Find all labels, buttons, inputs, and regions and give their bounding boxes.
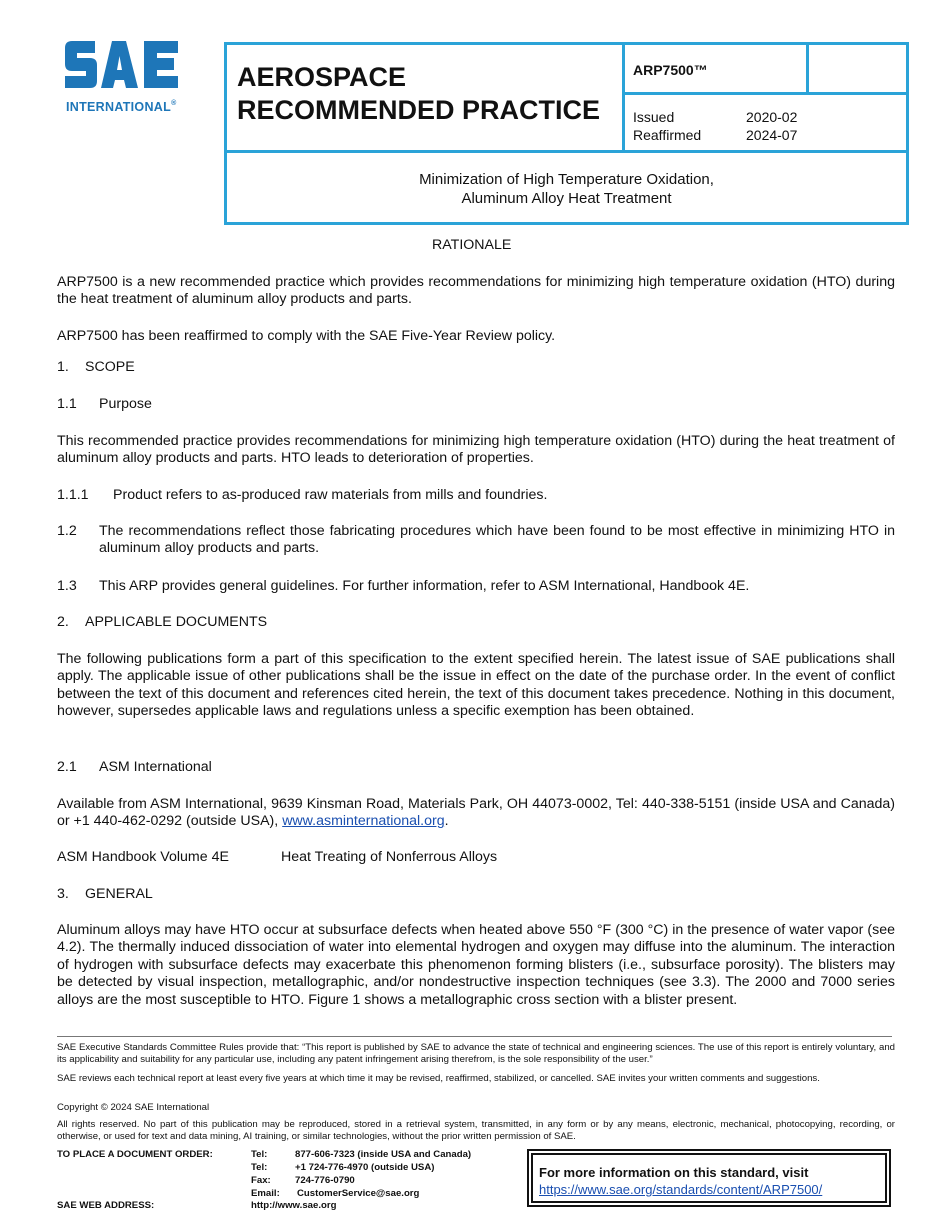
section-3-number: 3.	[57, 886, 69, 902]
issued-label: Issued	[633, 109, 675, 125]
doc-type-line1: AEROSPACE	[237, 62, 407, 92]
web-address-value[interactable]: http://www.sae.org	[251, 1200, 337, 1211]
more-info-link[interactable]: https://www.sae.org/standards/content/ARP7500/	[539, 1182, 823, 1197]
tel1-value: 877-606-7323 (inside USA and Canada)	[295, 1149, 472, 1160]
section-1-3-number: 1.3	[57, 578, 77, 594]
section-1-1-number: 1.1	[57, 396, 77, 412]
section-2-1-paragraph: Available from ASM International, 9639 Kinsman Road, Materials Park, OH 44073-0002, Tel: 440-338-5151 (inside USA and Canada) or +1 440-462-0292 (outside USA), www.asminternational.org.	[57, 796, 895, 830]
order-label: TO PLACE A DOCUMENT ORDER:	[57, 1149, 213, 1160]
more-info-title: For more information on this standard, visit	[539, 1165, 809, 1180]
asm-website-link[interactable]: www.asminternational.org	[282, 813, 445, 830]
section-1-2-text: The recommendations reflect those fabricating procedures which have been found to be most effective in minimizing HTO in aluminum alloy products and parts.	[99, 523, 895, 557]
doc-title-line1: Minimization of High Temperature Oxidation,	[419, 171, 714, 188]
section-3-title: GENERAL	[85, 886, 153, 902]
tel1-label: Tel:	[251, 1149, 268, 1160]
issued-value: 2020-02	[746, 109, 798, 125]
doc-type-line2: RECOMMENDED PRACTICE	[237, 95, 601, 125]
section-2-title: APPLICABLE DOCUMENTS	[85, 614, 268, 630]
fax-label: Fax:	[251, 1175, 271, 1186]
footer-notice-2: SAE reviews each technical report at least every five years at which time it may be revised, reaffirmed, stabilized, or cancelled. SAE invites your written comments and suggestions.	[57, 1073, 820, 1084]
doc-title-line2: Aluminum Alloy Heat Treatment	[461, 190, 672, 207]
email-label: Email:	[251, 1188, 280, 1199]
footer-notice-1: SAE Executive Standards Committee Rules provide that: “This report is published by SAE to advance the state of technical and engineering sciences. The use of this report is entirely voluntary, and its applicability and suitability for any particular use, including any patent infringement arising therefrom, is the sole responsibility of the user.”	[57, 1042, 895, 1065]
section-1-1-1-number: 1.1.1	[57, 487, 89, 503]
sae-logo-wordmark: INTERNATIONAL®	[66, 100, 177, 114]
section-2-1-number: 2.1	[57, 759, 77, 775]
section-2-1-title: ASM International	[99, 759, 212, 775]
doc-number: ARP7500™	[633, 62, 708, 78]
section-1-1-1-text: Product refers to as-produced raw materials from mills and foundries.	[113, 487, 548, 503]
email-value[interactable]: CustomerService@sae.org	[297, 1188, 420, 1199]
web-address-label: SAE WEB ADDRESS:	[57, 1200, 155, 1211]
section-2-number: 2.	[57, 614, 69, 630]
tel2-label: Tel:	[251, 1162, 268, 1173]
section-1-2-number: 1.2	[57, 523, 77, 539]
reference-document-title: Heat Treating of Nonferrous Alloys	[281, 849, 498, 865]
more-info-box	[527, 1149, 891, 1207]
reference-document-id: ASM Handbook Volume 4E	[57, 849, 229, 865]
header-hdivider	[224, 150, 909, 153]
rationale-heading: RATIONALE	[432, 237, 512, 253]
header-vdivider	[622, 42, 625, 153]
section-1-3-text: This ARP provides general guidelines. For further information, refer to ASM International, Handbook 4E.	[99, 578, 750, 594]
section-1-1-title: Purpose	[99, 396, 152, 412]
section-1-title: SCOPE	[85, 359, 135, 375]
reaffirmed-value: 2024-07	[746, 127, 798, 143]
section-1-1-paragraph: This recommended practice provides recommendations for minimizing high temperature oxidation (HTO) during the heat treatment of aluminum alloy products and parts. HTO leads to deterioration of properties.	[57, 433, 895, 467]
rationale-paragraph-1: ARP7500 is a new recommended practice which provides recommendations for minimizing high temperature oxidation (HTO) during the heat treatment of aluminum alloy products and parts.	[57, 274, 895, 308]
rationale-paragraph-2: ARP7500 has been reaffirmed to comply with the SAE Five-Year Review policy.	[57, 328, 556, 344]
section-2-paragraph: The following publications form a part of this specification to the extent specified herein. The latest issue of SAE publications shall apply. The applicable issue of other publications shall be the issue in effect on the date of the purchase order. In the event of conflict between the text of this document and references cited herein, the text of this document takes precedence. Nothing in this document, however, supersedes applicable laws and regulations unless a specific exemption has been obtained.	[57, 651, 895, 720]
header-hdivider-small	[622, 92, 909, 95]
reaffirmed-label: Reaffirmed	[633, 127, 702, 143]
fax-value: 724-776-0790	[295, 1175, 355, 1186]
footer-rights: All rights reserved. No part of this publication may be reproduced, stored in a retrieval system, transmitted, in any form or by any means, electronic, mechanical, photocopying, recording, or otherwise, or used for text and data mining, AI training, or similar technologies, without the prior written permission of SAE.	[57, 1119, 895, 1142]
footer-rule	[57, 1036, 892, 1037]
section-1-number: 1.	[57, 359, 69, 375]
sae-logo-mark	[65, 41, 178, 88]
header-vdivider-small	[806, 42, 809, 94]
footer-copyright: Copyright © 2024 SAE International	[57, 1102, 210, 1113]
tel2-value: +1 724-776-4970 (outside USA)	[295, 1162, 435, 1173]
section-3-paragraph: Aluminum alloys may have HTO occur at subsurface defects when heated above 550 °F (300 °C) in the presence of water vapor (see 4.2). The thermally induced dissociation of water into elemental hydrogen and oxygen may diffuse into the aluminum. The interaction of hydrogen with subsurface defects may exacerbate this phenomenon forming blisters (i.e., subsurface porosity). The blisters may be detected by visual inspection, metallographic, and/or nondestructive inspection techniques (see 3.3). The 2000 and 7000 series alloys are the most susceptible to HTO. Figure 1 shows a metallographic cross section with a blister present.	[57, 922, 895, 1008]
